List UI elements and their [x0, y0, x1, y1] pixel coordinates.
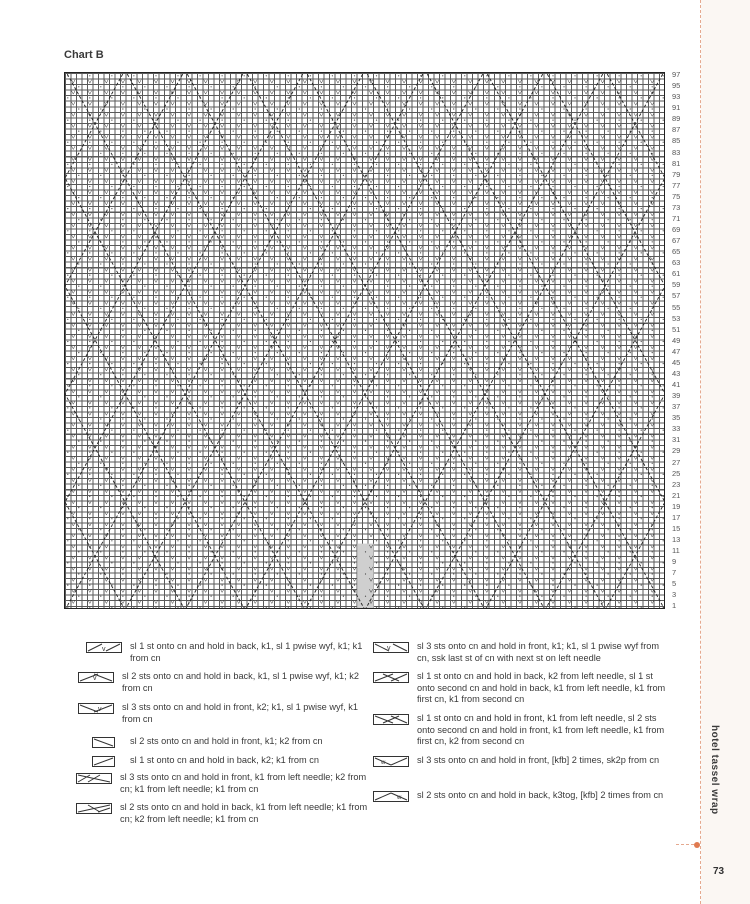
row-number: 87: [672, 125, 681, 135]
row-number: 59: [672, 280, 681, 290]
row-number: 41: [672, 380, 681, 390]
row-number: 5: [672, 579, 677, 589]
svg-text:w: w: [397, 795, 402, 801]
legend-item: [78, 671, 368, 694]
row-number: 9: [672, 557, 677, 567]
row-number: 85: [672, 136, 681, 146]
row-number: 73: [672, 202, 681, 212]
legend-item: [373, 641, 673, 664]
row-number: 43: [672, 368, 681, 378]
legend-text: sl 2 sts onto cn and hold in back, k3tog, [kfb] 2 times from cn: [417, 790, 664, 800]
legend-item: [373, 755, 673, 767]
svg-text:v: v: [93, 675, 97, 682]
row-number: 55: [672, 302, 681, 312]
row-number: 69: [672, 225, 681, 234]
svg-text:w: w: [381, 760, 386, 766]
cable-3-3-complex-left-icon: [76, 773, 112, 784]
chart-title: Chart B: [64, 49, 104, 61]
legend-text: sl 1 st onto cn and hold in back, k2 from left needle, sl 1 st onto second cn and hold in back, k1 from left needle, k1 from first cn, k1 from second cn: [417, 671, 666, 704]
cable-double-back-icon: [373, 672, 409, 683]
marker-dash: [676, 844, 694, 845]
row-number: 39: [672, 391, 681, 401]
legend-text: sl 2 sts onto cn and hold in back, k1 from left needle; k1 from cn; k2 from left needle; k1 from cn: [120, 802, 368, 824]
row-number: 71: [672, 213, 681, 223]
page-number: 73: [713, 866, 725, 877]
legend-item: [76, 802, 368, 825]
legend-item: [78, 702, 368, 725]
row-number: 35: [672, 413, 681, 423]
row-number: 19: [672, 501, 681, 511]
legend-item: [373, 790, 673, 802]
marker-dot: [694, 842, 700, 848]
row-number: 83: [672, 147, 681, 157]
svg-text:v: v: [102, 646, 106, 653]
row-number: 97: [672, 70, 681, 79]
row-number: 57: [672, 291, 681, 301]
row-number: 7: [672, 568, 677, 578]
row-number: 91: [672, 103, 681, 113]
legend-text: sl 1 st onto cn and hold in back, k1, sl 1 pwise wyf, k1; k1 from cn: [130, 641, 363, 663]
row-number: 93: [672, 92, 681, 102]
row-number: 1: [672, 601, 677, 611]
cable-double-front-icon: [373, 714, 409, 725]
cable-2-2-right-slip-icon: [78, 672, 114, 683]
row-number: 63: [672, 258, 681, 268]
legend-text: sl 3 sts onto cn and hold in front, [kfb] 2 times, sk2p from cn: [417, 755, 660, 765]
cable-2-1-right-icon: [86, 756, 122, 767]
cable-2-2-complex-right-icon: [76, 803, 112, 814]
row-number: 77: [672, 180, 681, 190]
row-number: 33: [672, 424, 681, 434]
legend-item: [86, 755, 366, 767]
row-number: 81: [672, 158, 681, 168]
row-number: 75: [672, 191, 681, 201]
row-number: 3: [672, 590, 677, 600]
row-number: 27: [672, 457, 681, 467]
legend-text: sl 3 sts onto cn and hold in front, k1 from left needle; k2 from cn; k1 from left needle; k1 from cn: [120, 772, 367, 794]
cable-1-2-left-icon: [86, 737, 122, 748]
svg-text:v: v: [387, 645, 391, 652]
row-number: 89: [672, 114, 681, 124]
svg-text:v: v: [98, 706, 102, 713]
cable-3-3-ssk-icon: [373, 642, 409, 653]
legend-item: [76, 772, 368, 795]
legend-text: sl 2 sts onto cn and hold in back, k1, sl 1 pwise wyf, k1; k2 from cn: [122, 671, 359, 693]
row-number: 37: [672, 402, 681, 412]
cable-1-1-right-slip-icon: [86, 642, 122, 653]
row-number: 95: [672, 81, 681, 91]
row-number: 13: [672, 535, 681, 545]
row-number: 29: [672, 446, 681, 456]
row-number-column: [672, 72, 694, 609]
row-number: 51: [672, 324, 681, 334]
legend-item: [373, 713, 673, 748]
row-number: 79: [672, 169, 681, 179]
legend-text: sl 1 st onto cn and hold in back, k2; k1 from cn: [130, 755, 319, 765]
row-number: 15: [672, 523, 681, 533]
row-number: 45: [672, 357, 681, 367]
row-number: 25: [672, 468, 681, 478]
chart-symbols: [65, 73, 665, 609]
knitting-chart-grid: [64, 72, 665, 609]
side-dashed-rule: [700, 0, 701, 904]
row-number: 21: [672, 490, 681, 500]
cable-k3tog-kfb-icon: [373, 791, 409, 802]
legend-text: sl 1 st onto cn and hold in front, k1 from left needle, sl 2 sts onto second cn and hold in front, k1 from left needle, k1 from first cn, k2 from second cn: [417, 713, 665, 746]
row-number: 17: [672, 512, 681, 522]
side-title: hotel tassel wrap: [709, 725, 720, 815]
legend-item: [86, 641, 366, 664]
legend-item: [373, 671, 673, 706]
legend-text: sl 3 sts onto cn and hold in front, k2; k1, sl 1 pwise wyf, k1 from cn: [122, 702, 358, 724]
row-number: 61: [672, 269, 681, 279]
cable-3-3-left-slip-icon: [78, 703, 114, 714]
row-number: 53: [672, 313, 681, 323]
row-number: 47: [672, 346, 681, 356]
cable-kfb-sk2p-icon: [373, 756, 409, 767]
row-number: 65: [672, 247, 681, 257]
legend-item: [86, 736, 366, 748]
legend-text: sl 3 sts onto cn and hold in front, k1; k1, sl 1 pwise wyf from cn, ssk last st of cn with next st on left needle: [417, 641, 660, 663]
legend-text: sl 2 sts onto cn and hold in front, k1; k2 from cn: [130, 736, 323, 746]
row-number: 23: [672, 479, 681, 489]
row-number: 31: [672, 435, 681, 445]
row-number: 49: [672, 335, 681, 345]
row-number: 11: [672, 546, 680, 556]
row-number: 67: [672, 236, 681, 246]
